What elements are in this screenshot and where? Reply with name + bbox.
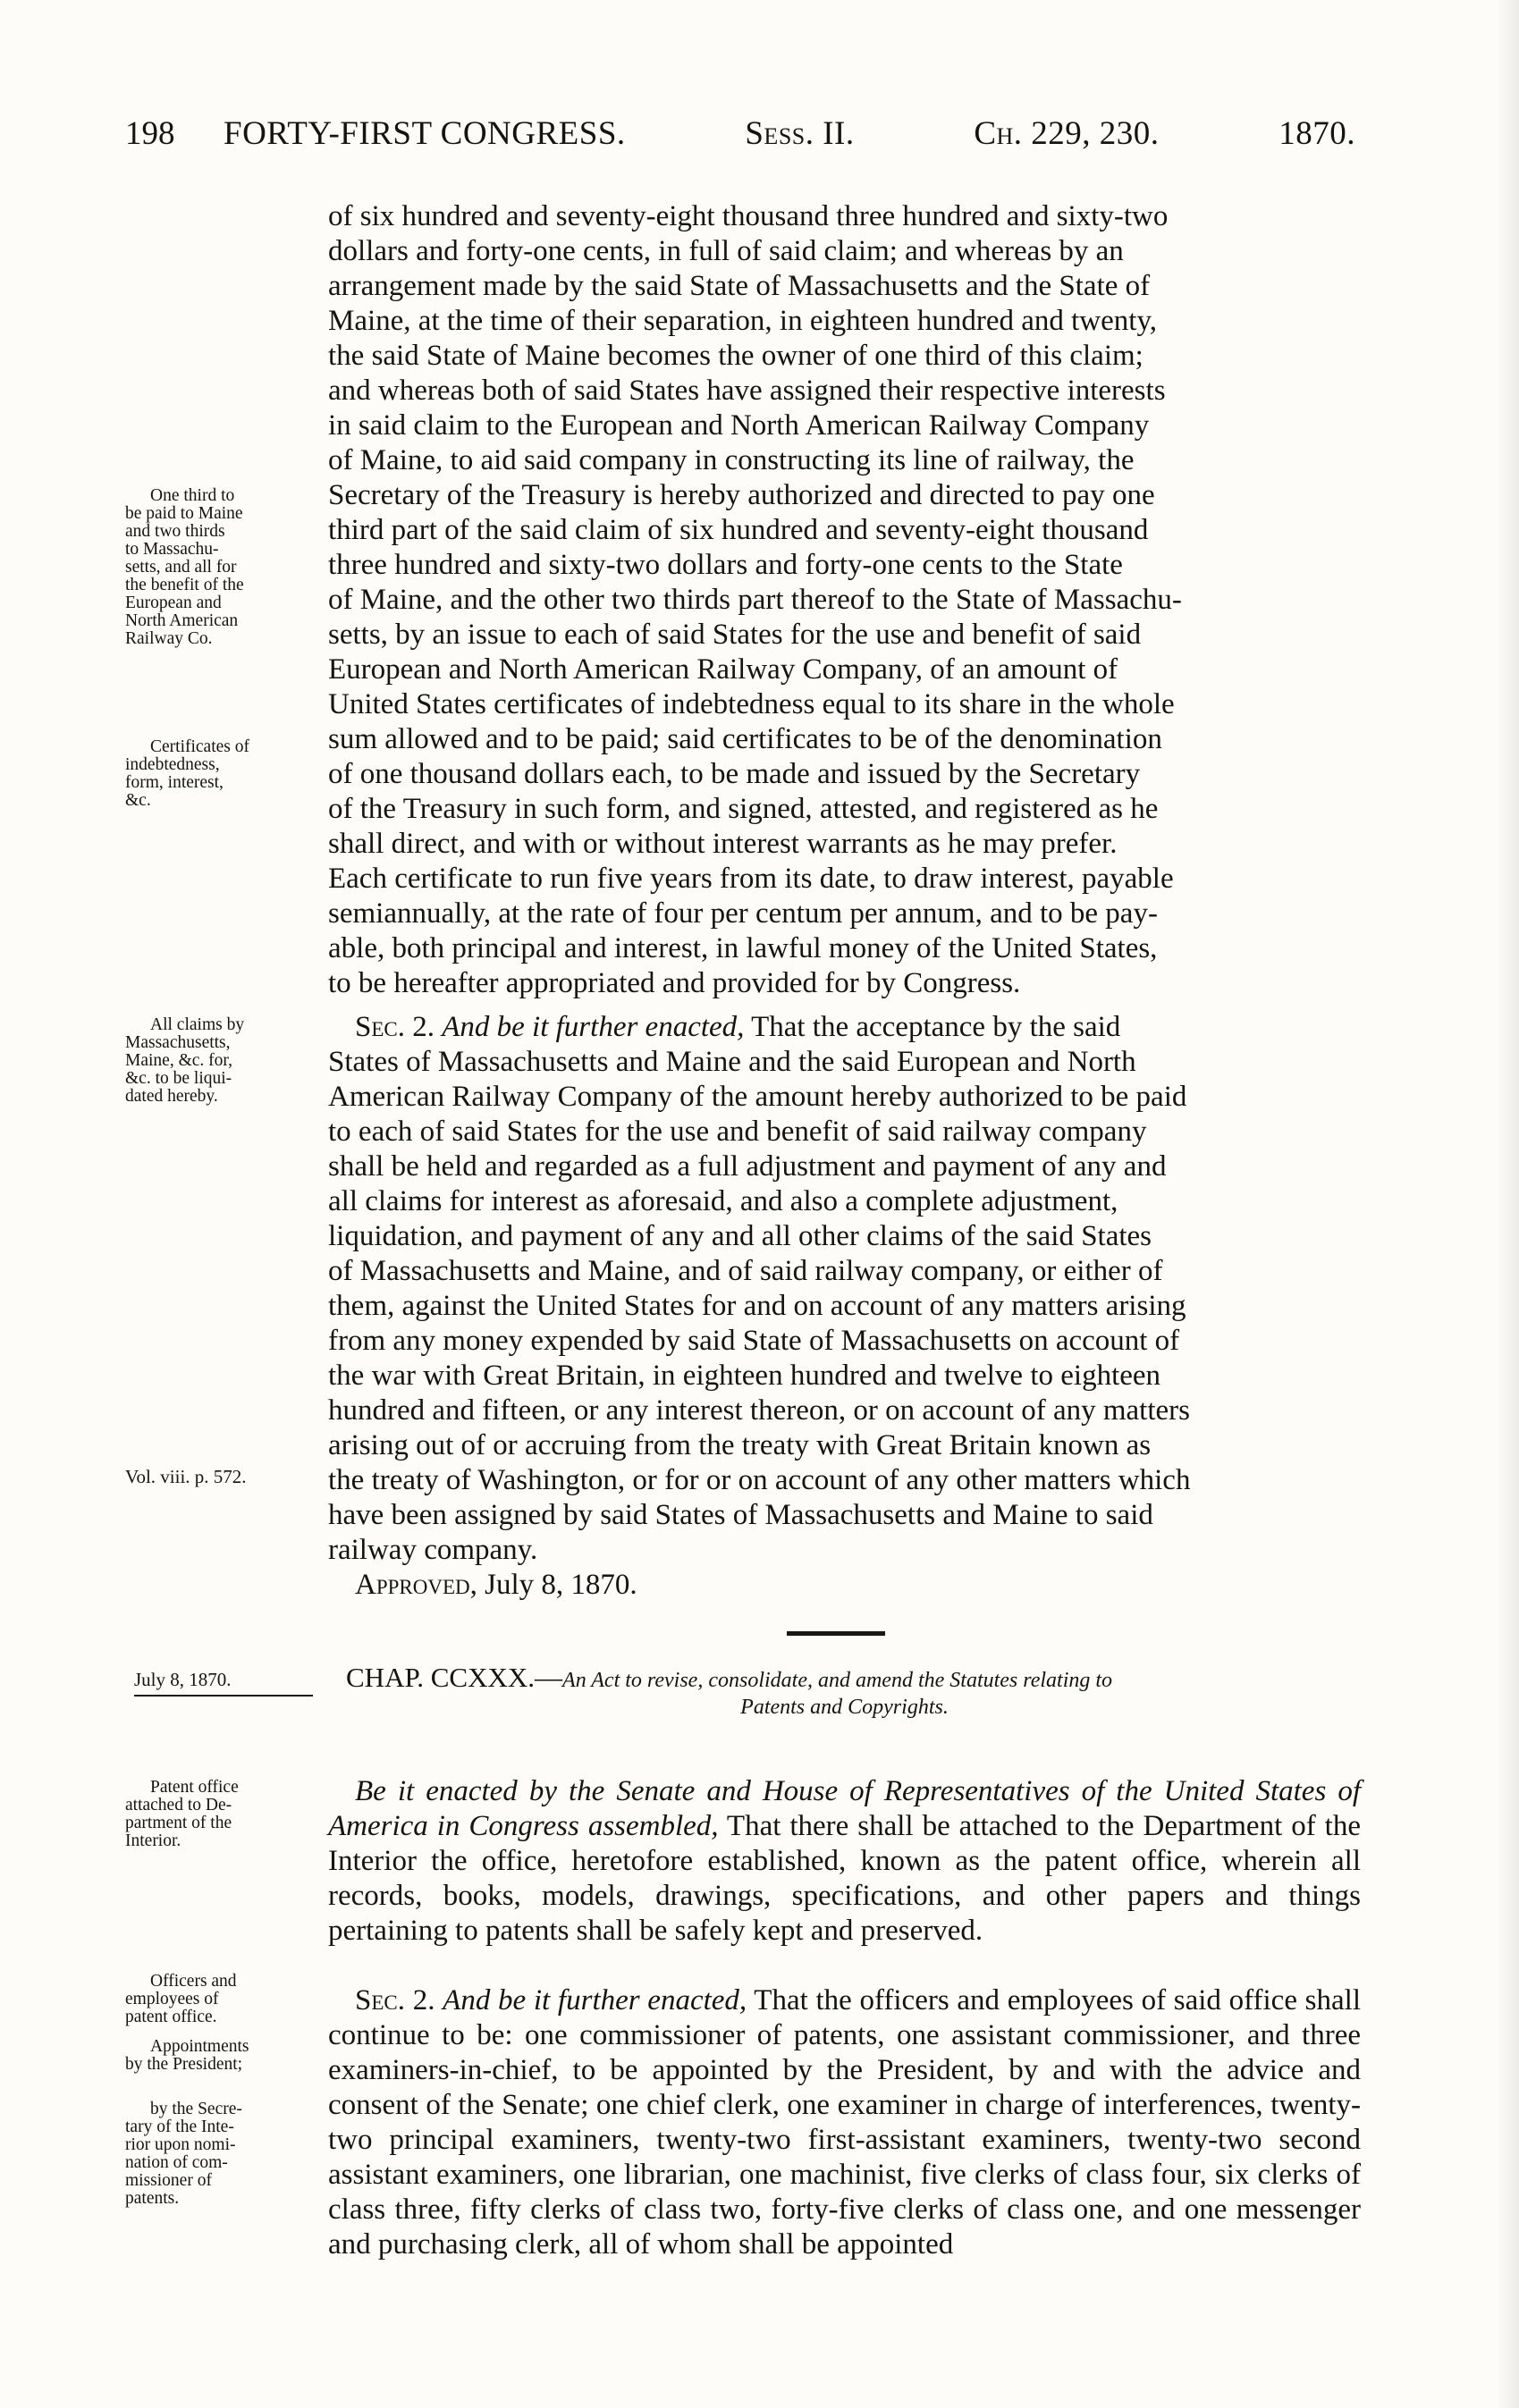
sec2-line: all claims for interest as aforesaid, and also a complete adjustment, bbox=[328, 1185, 1118, 1217]
sec2-line: from any money expended by said State of Massachusetts on account of bbox=[328, 1325, 1180, 1357]
sec2-line: the treaty of Washington, or for or on account of any other matters which bbox=[328, 1464, 1191, 1496]
sec2-enacting: And be it further enacted, bbox=[442, 1011, 745, 1043]
enacting-clause bbox=[328, 1774, 1361, 1949]
sec1-line: of Maine, and the other two thirds part thereof to the State of Massachu- bbox=[328, 584, 1182, 616]
sec2-line: have been assigned by said States of Massachusetts and Maine to said bbox=[328, 1499, 1153, 1531]
enacting-italic: Be it enacted by the Senate and House of Representatives of the United States of America in Congress assembled, bbox=[328, 1775, 1361, 1842]
sec1-line: United States certificates of indebtedness equal to its share in the whole bbox=[328, 688, 1175, 720]
sec1-line: the said State of Maine becomes the owner of one third of this claim; bbox=[328, 340, 1143, 372]
chapter-date: July 8, 1870. bbox=[134, 1669, 313, 1697]
sec2-line: to each of said States for the use and benefit of said railway company bbox=[328, 1116, 1147, 1148]
officers-sec-label: Sec. 2. bbox=[355, 1984, 435, 2016]
margin-note-all-claims: All claims by Massachusetts, Maine, &c. for, &c. to be liqui- dated hereby. bbox=[125, 1015, 245, 1106]
sec2-line: arising out of or accruing from the treaty with Great Britain known as bbox=[328, 1429, 1152, 1461]
header-title-row bbox=[224, 114, 1355, 153]
running-header bbox=[125, 114, 1355, 168]
sec2-line: railway company. bbox=[328, 1534, 538, 1566]
officers-rest: That the officers and employees of said office shall continue to be: one commissioner of patents, one assistant commissioner, and three examiners-in-chief, to be appointed by the President, by and with the advice and consent of the Senate; one chief clerk, one examiner in charge of interferences, twenty-two principal examiners, twenty-two first-assistant examiners, twenty-two second assistant examiners, one librarian, one machinist, five clerks of class four, six clerks of class three, fifty clerks of class two, forty-five clerks of class one, and one messenger and purchasing clerk, all of whom shall be appointed bbox=[328, 1984, 1362, 2261]
sec1-line: semiannually, at the rate of four per centum per annum, and to be pay- bbox=[328, 897, 1158, 930]
enacting-rest: That there shall be attached to the Department of the Interior the office, heretofore established, known as the patent office, wherein all records, books, models, drawings, specifications, and other papers and things pertaining to patents shall be safely kept and preserved. bbox=[328, 1810, 1361, 1947]
sec2-first-line bbox=[328, 1010, 1361, 1045]
section-2-text bbox=[328, 1010, 1361, 1568]
sec1-line: of Maine, to aid said company in constructing its line of railway, the bbox=[328, 444, 1135, 476]
sec1-line: European and North American Railway Company, of an amount of bbox=[328, 653, 1118, 686]
sec2-label: Sec. 2. bbox=[355, 1011, 435, 1043]
sec2-line: States of Massachusetts and Maine and the said European and North bbox=[328, 1046, 1136, 1078]
page-number: 198 bbox=[125, 115, 175, 152]
sec1-line: third part of the said claim of six hundred and seventy-eight thousand bbox=[328, 514, 1149, 546]
chapter-divider bbox=[787, 1631, 885, 1636]
sec2-line: hundred and fifteen, or any interest thereon, or on account of any matters bbox=[328, 1394, 1190, 1427]
sec1-line: arrangement made by the said State of Massachusetts and the State of bbox=[328, 270, 1151, 302]
header-year: 1870. bbox=[1278, 115, 1355, 152]
session-label: Sess. II. bbox=[745, 115, 855, 152]
sec1-line: in said claim to the European and North American Railway Company bbox=[328, 409, 1150, 442]
chapter-title-line1: An Act to revise, consolidate, and amend the Statutes relating to bbox=[562, 1669, 1113, 1692]
sec1-line: Secretary of the Treasury is hereby authorized and directed to pay one bbox=[328, 479, 1155, 511]
page-edge-shadow bbox=[1497, 0, 1519, 2408]
sec2-line: liquidation, and payment of any and all other claims of the said States bbox=[328, 1220, 1152, 1252]
sec1-line: setts, by an issue to each of said States for the use and benefit of said bbox=[328, 619, 1142, 651]
margin-note-by-secretary: by the Secre- tary of the Inte- rior upon nomi- nation of com- missioner of patents. bbox=[125, 2100, 242, 2208]
sec2-line: shall be held and regarded as a full adjustment and payment of any and bbox=[328, 1150, 1167, 1183]
sec2-line: American Railway Company of the amount hereby authorized to be paid bbox=[328, 1081, 1187, 1113]
officers-section bbox=[328, 1983, 1361, 2262]
sec2-first-rest: That the acceptance by the said bbox=[751, 1011, 1121, 1043]
sec2-line: of Massachusetts and Maine, and of said railway company, or either of bbox=[328, 1255, 1163, 1287]
sec1-line: shall direct, and with or without interest warrants as he may prefer. bbox=[328, 828, 1118, 860]
congress-title: FORTY-FIRST CONGRESS. bbox=[224, 115, 626, 152]
sec2-line: them, against the United States for and on account of any matters arising bbox=[328, 1290, 1186, 1322]
officers-enacting: And be it further enacted, bbox=[443, 1984, 747, 2016]
approved-date: July 8, 1870. bbox=[485, 1569, 637, 1601]
sec1-line: and whereas both of said States have assigned their respective interests bbox=[328, 375, 1166, 407]
sec1-line: Maine, at the time of their separation, in eighteen hundred and twenty, bbox=[328, 305, 1158, 337]
sec1-line: of six hundred and seventy-eight thousand three hundred and sixty-two bbox=[328, 200, 1169, 232]
sec1-line: dollars and forty-one cents, in full of said claim; and whereas by an bbox=[328, 235, 1124, 267]
margin-note-volume-reference: Vol. viii. p. 572. bbox=[125, 1466, 247, 1487]
sec1-line: Each certificate to run five years from its date, to draw interest, payable bbox=[328, 863, 1174, 895]
sec1-line: three hundred and sixty-two dollars and forty-one cents to the State bbox=[328, 549, 1123, 581]
chapter-title-line2: Patents and Copyrights. bbox=[740, 1696, 949, 1719]
sec1-line: able, both principal and interest, in lawful money of the United States, bbox=[328, 932, 1158, 964]
enacting-paragraph bbox=[328, 1774, 1361, 1949]
sec1-line: of one thousand dollars each, to be made and issued by the Secretary bbox=[328, 758, 1141, 790]
margin-note-certificates: Certificates of indebtedness, form, interest, &c. bbox=[125, 737, 249, 810]
margin-note-one-third: One third to be paid to Maine and two thirds to Massachu- setts, and all for the benefit of the European and North American Railway Co. bbox=[125, 486, 244, 648]
approval-line bbox=[355, 1569, 637, 1602]
sec1-line: sum allowed and to be paid; said certificates to be of the denomination bbox=[328, 723, 1162, 755]
chapter-number: CHAP. CCXXX.— bbox=[346, 1662, 563, 1693]
approved-label: Approved, bbox=[355, 1569, 477, 1601]
chapter-label: Ch. 229, 230. bbox=[974, 115, 1160, 152]
margin-note-patent-office: Patent office attached to De- partment of the Interior. bbox=[125, 1778, 239, 1850]
section-1-text bbox=[328, 199, 1361, 1001]
sec2-line: the war with Great Britain, in eighteen hundred and twelve to eighteen bbox=[328, 1360, 1161, 1392]
chapter-heading bbox=[328, 1664, 1361, 1721]
officers-paragraph bbox=[328, 1983, 1361, 2262]
sec1-line: to be hereafter appropriated and provided for by Congress. bbox=[328, 967, 1021, 999]
margin-note-appointments: Appointments by the President; bbox=[125, 2037, 249, 2074]
sec1-line: of the Treasury in such form, and signed, attested, and registered as he bbox=[328, 793, 1159, 825]
margin-note-officers: Officers and employees of patent office. bbox=[125, 1972, 237, 2026]
